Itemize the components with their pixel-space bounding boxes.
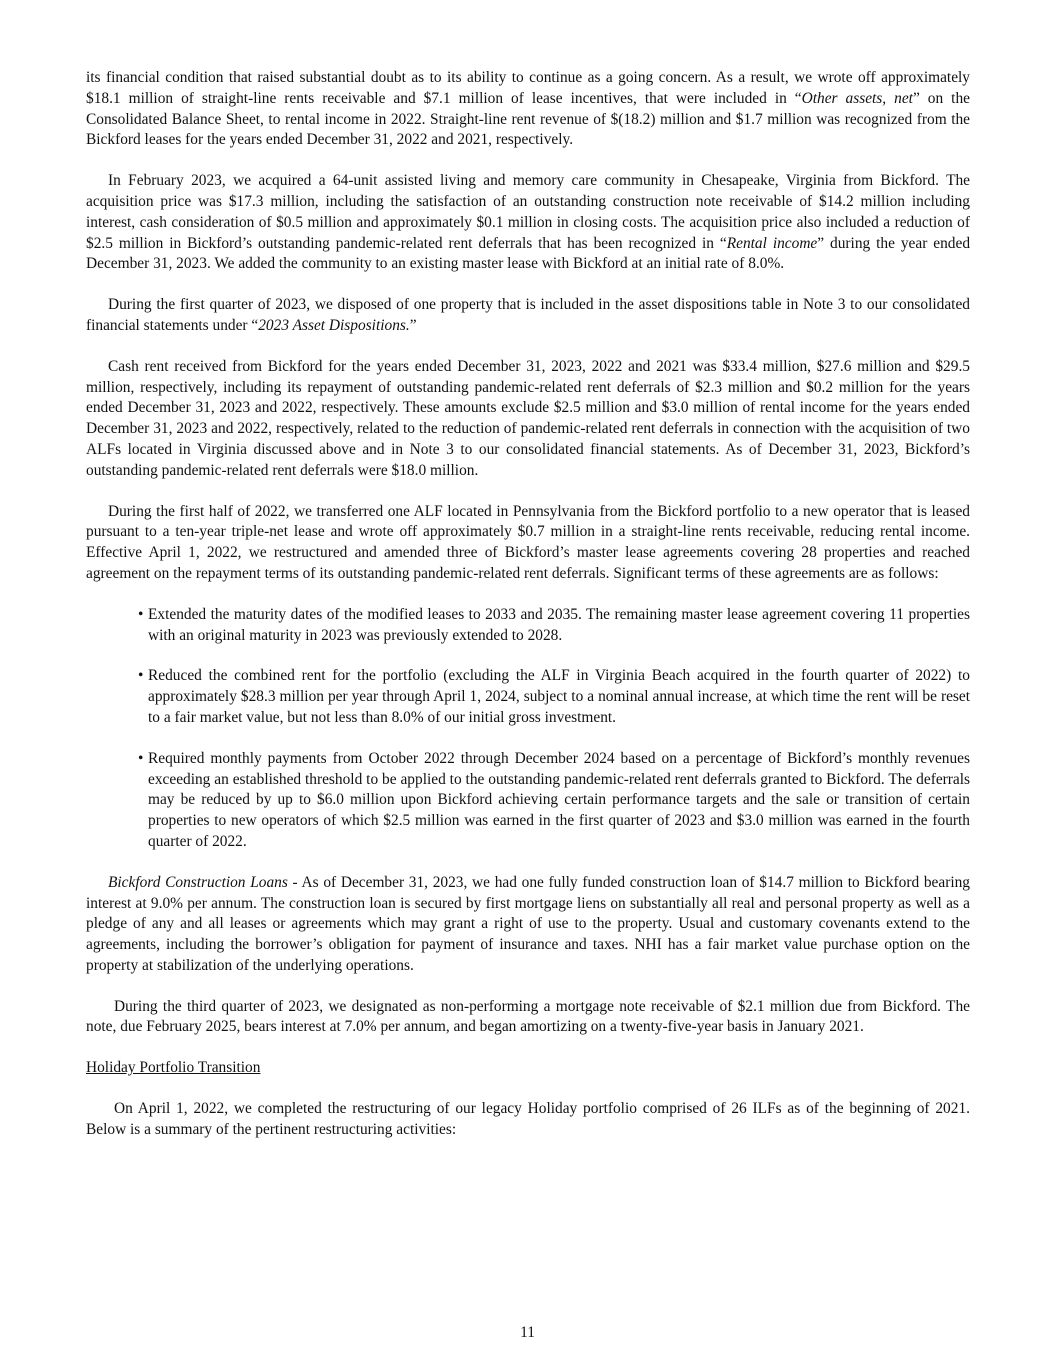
term-bickford-construction-loans: Bickford Construction Loans -	[108, 873, 298, 891]
bullet-list-significant-terms	[86, 605, 970, 853]
term-2023-asset-dispositions: 2023 Asset Dispositions.	[258, 316, 410, 334]
paragraph-disposition: During the first quarter of 2023, we disposed of one property that is included in the asset dispositions table in Note 3 to our consolidated financial statements under “2023 Asset Dispositions.”	[86, 296, 970, 334]
term-rental-income: Rental income	[726, 234, 818, 252]
bullet-icon: •	[138, 749, 144, 767]
bullet-item-monthly-payments: • Required monthly payments from October 2022 through December 2024 based on a percentage of Bickford’s monthly revenues exceeding an established threshold to be applied to the outstanding pandemic-related rent deferrals granted to Bickford. The deferrals may be reduced by up to $6.0 million upon Bickford achieving certain performance targets and the sale or transition of certain properties to new operators of which $2.5 million was earned in the first quarter of 2023 and $3.0 million was earned in the fourth quarter of 2022.	[138, 749, 970, 850]
paragraph-construction-loans: Bickford Construction Loans - As of December 31, 2023, we had one fully funded construction loan of $14.7 million to Bickford bearing interest at 9.0% per annum. The construction loan is secured by first mortgage liens on substantially all real and personal property as well as a pledge of any and all leases or agreements which may grant a right of use to the property. Usual and customary covenants extend to the agreements, including the borrower’s obligation for payment of insurance and taxes. NHI has a fair market value purchase option on the property at stabilization of the underlying operations.	[86, 873, 970, 974]
paragraph-mortgage-note: During the third quarter of 2023, we designated as non-performing a mortgage note receivable of $2.1 million due from Bickford. The note, due February 2025, bears interest at 7.0% per annum, and began amortizing on a twenty-five-year basis in January 2021.	[86, 997, 970, 1036]
bullet-icon: •	[138, 667, 144, 685]
bullet-item-rent-reduction: • Reduced the combined rent for the portfolio (excluding the ALF in Virginia Beach acquired in the fourth quarter of 2022) to approximately $28.3 million per year through April 1, 2024, subject to a nominal annual increase, at which time the rent will be reset to a fair market value, but not less than 8.0% of our initial gross investment.	[138, 667, 970, 726]
paragraph-chesapeake-acquisition: In February 2023, we acquired a 64-unit assisted living and memory care community in Chesapeake, Virginia from Bickford. The acquisition price was $17.3 million, including the satisfaction of an outstanding construction note receivable of $14.2 million including interest, cash consideration of $0.5 million and approximately $0.1 million in closing costs. The acquisition price also included a reduction of $2.5 million in Bickford’s outstanding pandemic-related rent deferrals that has been recognized in “Rental income” during the year ended December 31, 2023. We added the community to an existing master lease with Bickford at an initial rate of 8.0%.	[86, 172, 971, 273]
paragraph-holiday-restructuring: On April 1, 2022, we completed the restructuring of our legacy Holiday portfolio comprised of 26 ILFs as of the beginning of 2021. Below is a summary of the pertinent restructuring activities:	[86, 1100, 970, 1138]
paragraph-lease-restructuring: During the first half of 2022, we transferred one ALF located in Pennsylvania from the Bickford portfolio to a new operator that is leased pursuant to a ten-year triple-net lease and wrote off approximately $0.7 million in a straight-line rents receivable, reducing rental income. Effective April 1, 2022, we restructured and amended three of Bickford’s master lease agreements covering 28 properties and reached agreement on the repayment terms of its outstanding pandemic-related rent deferrals. Significant terms of these agreements are as follows:	[86, 502, 970, 582]
document-page	[86, 68, 970, 1161]
section-heading-holiday-portfolio: Holiday Portfolio Transition	[86, 1059, 261, 1077]
paragraph-cash-rent: Cash rent received from Bickford for the years ended December 31, 2023, 2022 and 2021 was $33.4 million, $27.6 million and $29.5 million, respectively, including its repayment of outstanding pandemic-related rent deferrals of $2.3 million and $0.2 million for the years ended December 31, 2023 and 2022, respectively. These amounts exclude $2.5 million and $3.0 million of rental income for the years ended December 31, 2023 and 2022, respectively, related to the reduction of pandemic-related rent deferrals in connection with the acquisition of two ALFs located in Virginia discussed above and in Note 3 to our consolidated financial statements. As of December 31, 2023, Bickford’s outstanding pandemic-related rent deferrals were $18.0 million.	[86, 357, 970, 479]
bullet-item-maturity: • Extended the maturity dates of the modified leases to 2033 and 2035. The remaining master lease agreement covering 11 properties with an original maturity in 2023 was previously extended to 2028.	[138, 605, 970, 644]
bullet-icon: •	[138, 605, 144, 623]
term-other-assets-net: Other assets, net	[801, 89, 913, 107]
page-number: 11	[520, 1324, 535, 1341]
paragraph-going-concern: its financial condition that raised substantial doubt as to its ability to continue as a going concern. As a result, we wrote off approximately $18.1 million of straight-line rents receivable and $7.1 million of lease incentives, that were included in “Other assets, net” on the Consolidated Balance Sheet, to rental income in 2022. Straight-line rent revenue of $(18.2) million and $1.7 million was recognized from the Bickford leases for the years ended December 31, 2022 and 2021, respectively.	[86, 69, 970, 149]
